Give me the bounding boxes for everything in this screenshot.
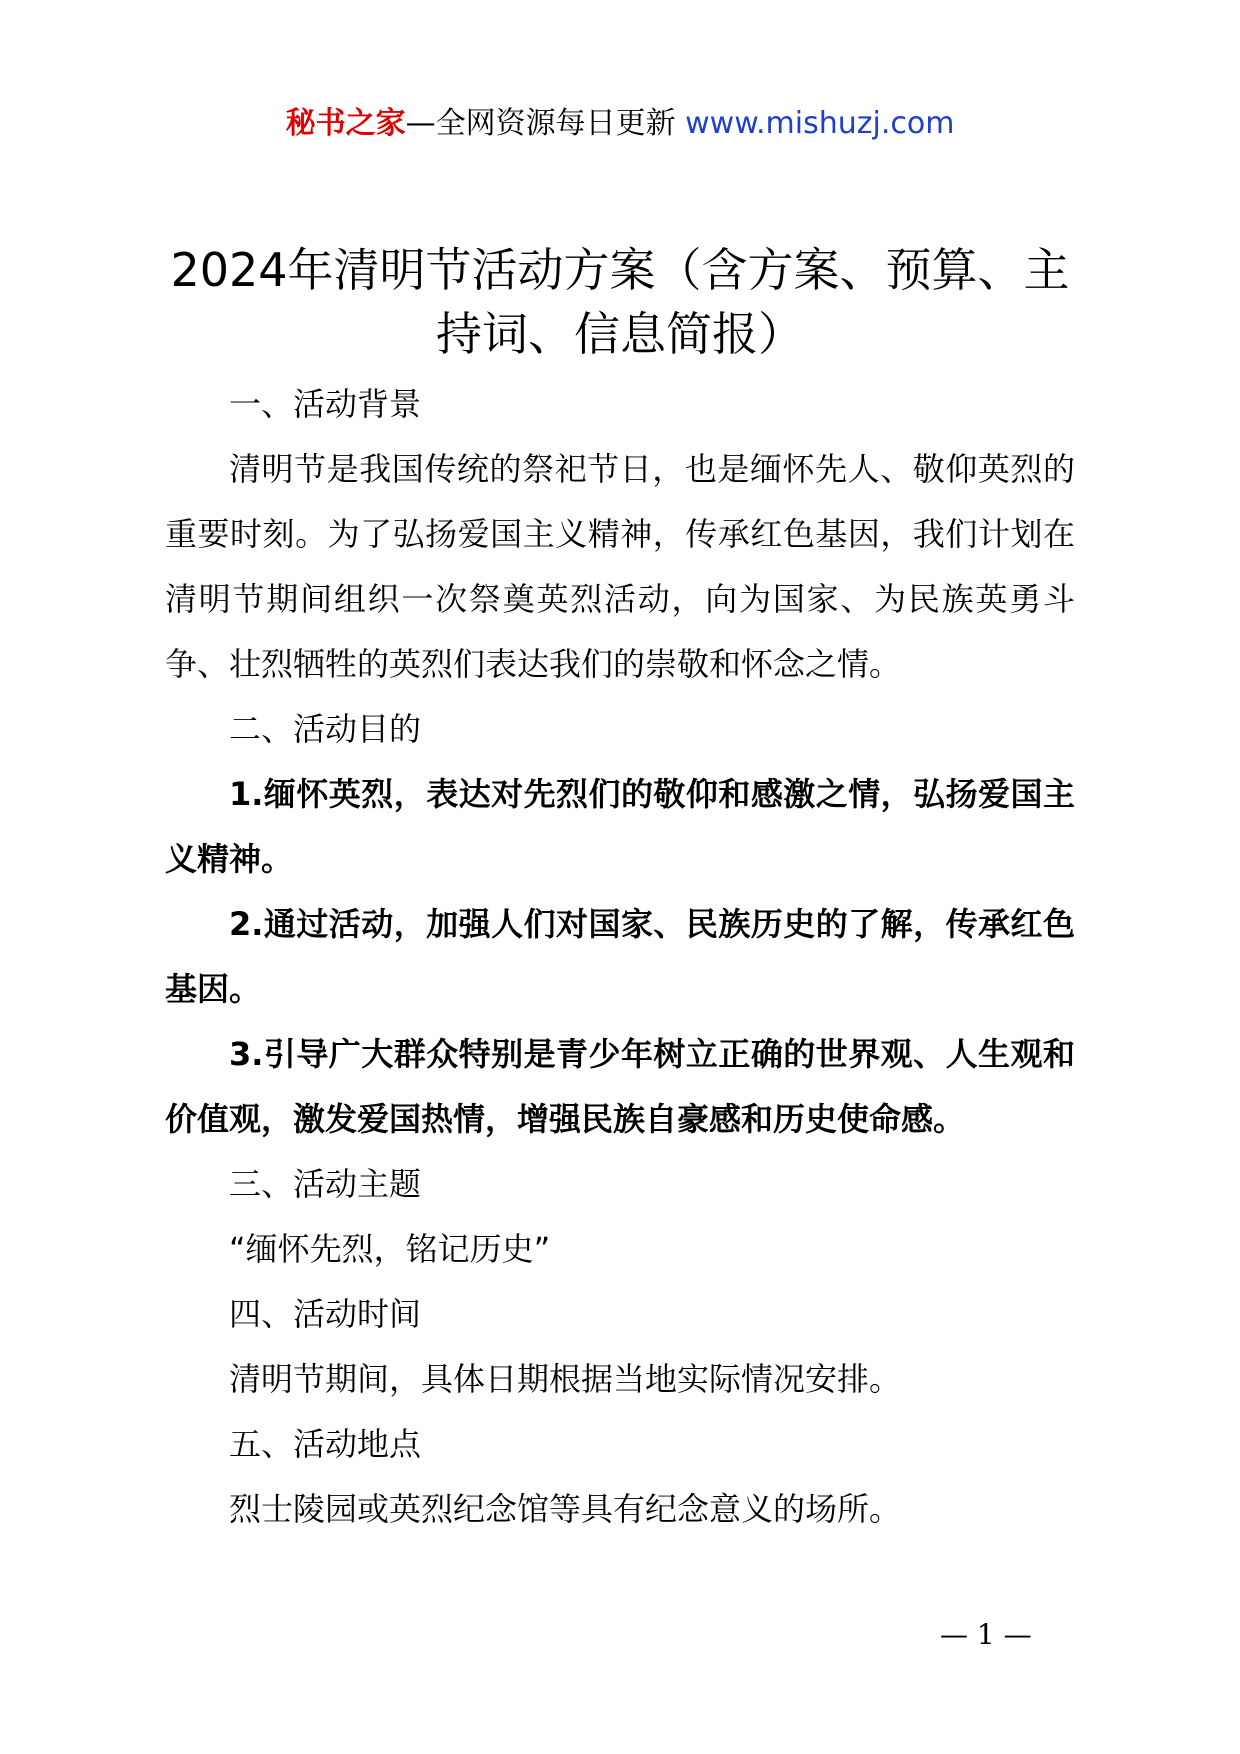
paragraph-time: 清明节期间，具体日期根据当地实际情况安排。 [229,1360,902,1398]
document-title: 2024年清明节活动方案（含方案、预算、主持词、信息简报） [170,243,1070,361]
purpose-item-3: 3.引导广大群众特别是青少年树立正确的世界观、人生观和价值观，激发爱国热情，增强民族自豪感和历史使命感。 [165,1035,1075,1138]
section-heading-location: 五、活动地点 [229,1425,422,1463]
site-url-link[interactable]: www.mishuzj.com [685,106,955,141]
site-slogan: —全网资源每日更新 [405,106,676,141]
section-heading-theme: 三、活动主题 [229,1165,422,1203]
site-brand: 秘书之家 [285,106,406,141]
document-body [165,372,1075,1542]
paragraph-theme: “缅怀先烈，铭记历史” [229,1230,551,1268]
section-heading-background: 一、活动背景 [229,385,422,423]
paragraph-background: 清明节是我国传统的祭祀节日，也是缅怀先人、敬仰英烈的重要时刻。为了弘扬爱国主义精神，传承红色基因，我们计划在清明节期间组织一次祭奠英烈活动，向为国家、为民族英勇斗争、壮烈牺牲的英烈们表达我们的崇敬和怀念之情。 [165,450,1075,683]
section-heading-time: 四、活动时间 [229,1295,422,1333]
section-heading-purpose: 二、活动目的 [229,710,422,748]
page-number: — 1 — [940,1618,1032,1651]
paragraph-location: 烈士陵园或英烈纪念馆等具有纪念意义的场所。 [229,1490,902,1528]
purpose-item-2: 2.通过活动，加强人们对国家、民族历史的了解，传承红色基因。 [165,905,1075,1008]
purpose-item-1: 1.缅怀英烈，表达对先烈们的敬仰和感激之情，弘扬爱国主义精神。 [165,775,1075,878]
site-header [0,100,1240,148]
